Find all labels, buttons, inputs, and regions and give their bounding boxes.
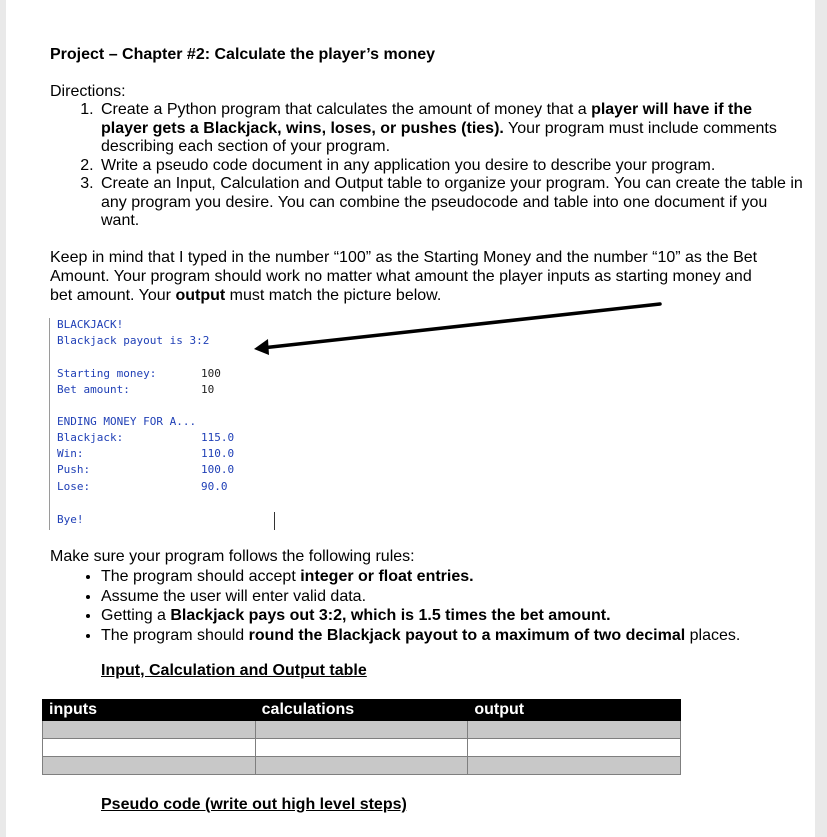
table-header-row bbox=[43, 700, 681, 721]
pseudo-code-heading: Pseudo code (write out high level steps) bbox=[101, 796, 407, 813]
page-title: Project – Chapter #2: Calculate the player’s money bbox=[50, 46, 436, 63]
console-line-bye: Bye! bbox=[57, 513, 84, 526]
table-row bbox=[43, 757, 681, 775]
console-output-screenshot bbox=[49, 318, 235, 530]
rule-item: • The program should round the Blackjack payout to a maximum of two decimal places. bbox=[101, 626, 821, 646]
table-cell[interactable] bbox=[43, 739, 256, 757]
table-cell[interactable] bbox=[468, 739, 681, 757]
table-cell[interactable] bbox=[468, 721, 681, 739]
console-starting-label: Starting money: bbox=[57, 367, 157, 380]
step-3: 3. Create an Input, Calculation and Output table to organize your program. You can create the table in any program you desire. You can combine the pseudocode and table into one document if you want. bbox=[98, 175, 803, 231]
rules-intro: Make sure your program follows the following rules: bbox=[50, 548, 415, 565]
console-row-label: Lose: bbox=[57, 480, 91, 493]
keep-in-mind-paragraph: Keep in mind that I typed in the number “100” as the Starting Money and the number “10” as the Bet Amount. Your program should work no matter what amount the player inputs as starting money and bet amount. Your output must match the picture below. bbox=[50, 249, 758, 304]
step-1: 1. Create a Python program that calculates the amount of money that a player will have if the player gets a Blackjack, wins, loses, or pushes (ties). Your program must include comments describing each section of your program. bbox=[98, 101, 803, 157]
column-header-calculations: calculations bbox=[255, 700, 468, 721]
console-bet-label: Bet amount: bbox=[57, 383, 130, 396]
table-cell[interactable] bbox=[43, 721, 256, 739]
pointer-arrow-icon bbox=[250, 296, 670, 356]
console-line-payout: Blackjack payout is 3:2 bbox=[57, 334, 210, 347]
table-cell[interactable] bbox=[255, 757, 468, 775]
table-row bbox=[43, 721, 681, 739]
console-row-value: 100.0 bbox=[201, 463, 235, 476]
text-cursor-mark bbox=[274, 512, 275, 530]
rules-list bbox=[50, 567, 821, 645]
console-row-value: 115.0 bbox=[201, 431, 235, 444]
console-row-label: Win: bbox=[57, 447, 84, 460]
table-cell[interactable] bbox=[255, 721, 468, 739]
table-cell[interactable] bbox=[255, 739, 468, 757]
column-header-inputs: inputs bbox=[43, 700, 256, 721]
console-row-label: Push: bbox=[57, 463, 91, 476]
rule-item: • The program should accept integer or float entries. bbox=[101, 567, 821, 587]
console-row-value: 90.0 bbox=[201, 480, 228, 493]
table-cell[interactable] bbox=[468, 757, 681, 775]
console-row-value: 110.0 bbox=[201, 447, 235, 460]
console-bet-value: 10 bbox=[201, 383, 215, 396]
directions-list bbox=[50, 101, 803, 231]
table-cell[interactable] bbox=[43, 757, 256, 775]
step-2: 2. Write a pseudo code document in any application you desire to describe your program. bbox=[98, 157, 803, 176]
console-line-blackjack: BLACKJACK! bbox=[57, 318, 124, 331]
rule-item: • Assume the user will enter valid data. bbox=[101, 587, 821, 607]
io-table bbox=[42, 699, 681, 775]
table-heading: Input, Calculation and Output table bbox=[101, 662, 367, 679]
console-starting-value: 100 bbox=[201, 367, 221, 380]
console-ending-header: ENDING MONEY FOR A... bbox=[57, 415, 197, 428]
directions-label: Directions: bbox=[50, 83, 126, 100]
page-gutter-right bbox=[815, 0, 827, 837]
console-row-label: Blackjack: bbox=[57, 431, 124, 444]
table-row bbox=[43, 739, 681, 757]
rule-item: • Getting a Blackjack pays out 3:2, which is 1.5 times the bet amount. bbox=[101, 606, 821, 626]
column-header-output: output bbox=[468, 700, 681, 721]
